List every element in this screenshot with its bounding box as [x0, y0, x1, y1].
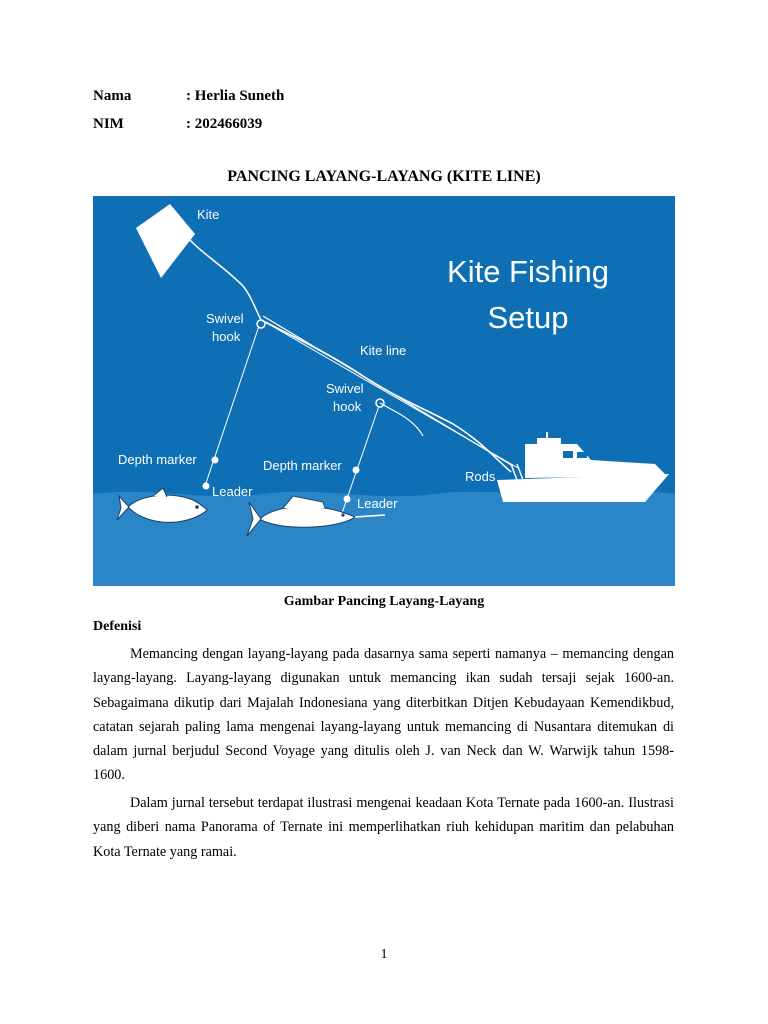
depth-marker-dot [212, 457, 219, 464]
label-rods: Rods [465, 469, 496, 484]
name-label: Nama [93, 88, 132, 104]
kite-fishing-figure [93, 196, 675, 586]
document-title: PANCING LAYANG-LAYANG (KITE LINE) [227, 168, 541, 185]
label-leader-2: Leader [357, 496, 398, 511]
body-paragraph: Dalam jurnal tersebut terdapat ilustrasi mengenai keadaan Kota Ternate pada 1600-an. Ilustrasi yang diberi nama Panorama of Ternate ini memperlihatkan riuh kehidupan maritim dan pelabuhan Kota Ternate yang ramai. [93, 795, 674, 860]
label-depth-marker-2: Depth marker [263, 458, 342, 473]
figure-heading-line2: Setup [487, 300, 569, 335]
label-kite: Kite [197, 207, 220, 222]
nim-value: : 202466039 [186, 116, 263, 132]
nim-label: NIM [93, 116, 124, 132]
leader-dot [203, 483, 210, 490]
label-swivel-hook-2: Swivel [326, 381, 364, 396]
kite-fishing-illustration [93, 196, 675, 586]
label-swivel-hook-1: Swivel [206, 311, 244, 326]
depth-marker-dot [353, 467, 360, 474]
label-swivel-hook-1b: hook [212, 329, 241, 344]
label-swivel-hook-2b: hook [333, 399, 362, 414]
name-value: : Herlia Suneth [186, 88, 285, 104]
figure-heading-line1: Kite Fishing [447, 254, 609, 289]
page-number: 1 [380, 947, 388, 962]
label-kite-line: Kite line [360, 343, 407, 358]
label-leader-1: Leader [212, 484, 253, 499]
section-heading: Defenisi [93, 619, 142, 634]
label-depth-marker-1: Depth marker [118, 452, 197, 467]
figure-caption: Gambar Pancing Layang-Layang [283, 594, 485, 609]
body-paragraph: Memancing dengan layang-layang pada dasarnya sama seperti namanya – memancing dengan layang-layang. Layang-layang digunakan untuk memancing ikan sudah tersaji sejak 1600-an. Sebagaimana dikutip dari Majalah Indonesiana yang diterbitkan Ditjen Kebudayaan Kemendikbud, catatan sejarah paling lama mengenai layang-layang untuk memancing di Nusantara ditemukan di dalam jurnal berjudul Second Voyage yang ditulis oleh J. van Neck dan W. Warwijk tahun 1598- 1600. [93, 646, 674, 784]
leader-dot [344, 496, 351, 503]
